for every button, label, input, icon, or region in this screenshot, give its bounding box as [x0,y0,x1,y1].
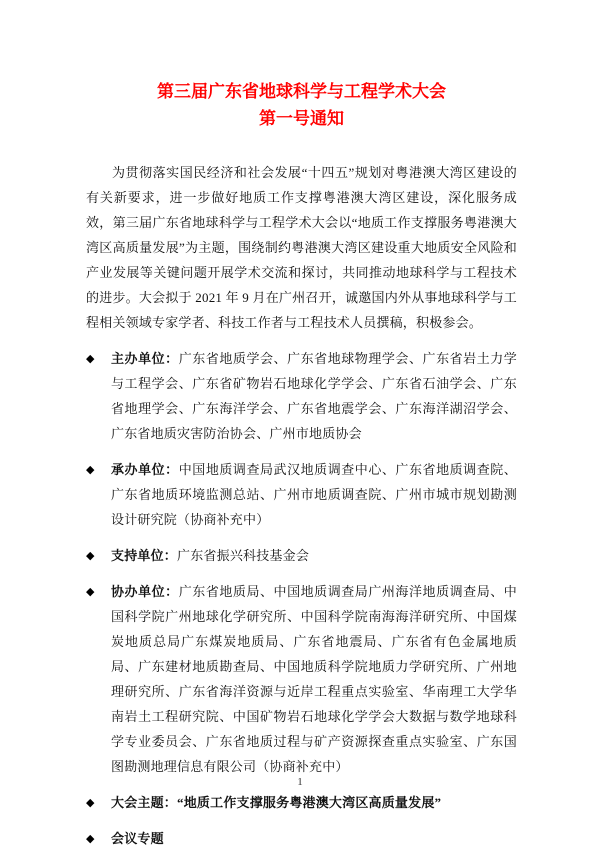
list-item-label: 会议专题 [111,831,164,846]
list-item-text: 协办单位：广东省地质局、中国地质调查局广州海洋地质调查局、中国科学院广州地球化学研究所、中国科学院南海海洋研究所、中国煤炭地质总局广东煤炭地质局、广东省地震局、广东省有色金属地质局、广东建材地质勘查局、中国地质科学院地质力学研究所、广州地理研究所、广东省海洋资源与近岸工程重点实验室、华南理工大学华南岩土工程研究院、中国矿物岩石地球化学学会大数据与数学地球科学专业委员会、广东省地质过程与矿产资源探查重点实验室、广东国图勘测地理信息有限公司（协商补充中） [111,584,517,774]
list-item [86,543,517,568]
list-item-text: 大会主题：“地质工作支撑服务粤港澳大湾区高质量发展” [111,795,442,810]
list-item-text: 主办单位：广东省地质学会、广东省地球物理学会、广东省岩土力学与工程学会、广东省矿物岩石地球化学学会、广东省石油学会、广东省地理学会、广东海洋学会、广东省地震学会、广东海洋湖沼学会、广东省地质灾害防治协会、广州市地质协会 [111,351,517,441]
diamond-bullet-icon: ◆ [86,796,95,809]
list-item-label: 支持单位： [111,548,178,563]
list-item [86,579,517,779]
intro-paragraph: 为贯彻落实国民经济和社会发展“十四五”规划对粤港澳大湾区建设的有关新要求，进一步做好地质工作支撑粤港澳大湾区建设，深化服务成效，第三届广东省地球科学与工程学术大会以“地质工作支撑服务粤港澳大湾区高质量发展”为主题，围绕制约粤港澳大湾区建设重大地质安全风险和产业发展等关键问题开展学术交流和探讨，共同推动地球科学与工程技术的进步。大会拟于 2021 年 9 月在广州召开，诚邀国内外从事地球科学与工程相关领域专家学者、科技工作者与工程技术人员撰稿，积极参会。 [86,165,517,330]
diamond-bullet-icon: ◆ [86,352,95,365]
document-title-line2: 第一号通知 [259,109,344,128]
list-item-text [111,826,517,851]
list-item-label: 协办单位： [111,584,179,599]
document-title-line1: 第三届广东省地球科学与工程学术大会 [157,82,446,101]
diamond-bullet-icon: ◆ [86,549,95,562]
diamond-bullet-icon: ◆ [86,463,95,476]
list-item [86,790,517,815]
list-item-text: 承办单位：中国地质调查局武汉地质调查中心、广东省地质调查院、广东省地质环境监测总站、广州市地质调查院、广州市城市规划勘测设计研究院（协商补充中） [111,462,517,527]
list-item [86,346,517,446]
list-item [86,457,517,532]
page-number: 1 [297,776,303,788]
list-item [86,826,517,851]
list-item-label: 主办单位： [111,351,179,366]
diamond-bullet-icon: ◆ [86,832,95,845]
list-item-label: 大会主题： [111,795,178,810]
document-title [86,78,517,132]
diamond-bullet-icon: ◆ [86,585,95,598]
list-item-text: 支持单位：广东省振兴科技基金会 [111,548,310,563]
list-item-label: 承办单位： [111,462,179,477]
